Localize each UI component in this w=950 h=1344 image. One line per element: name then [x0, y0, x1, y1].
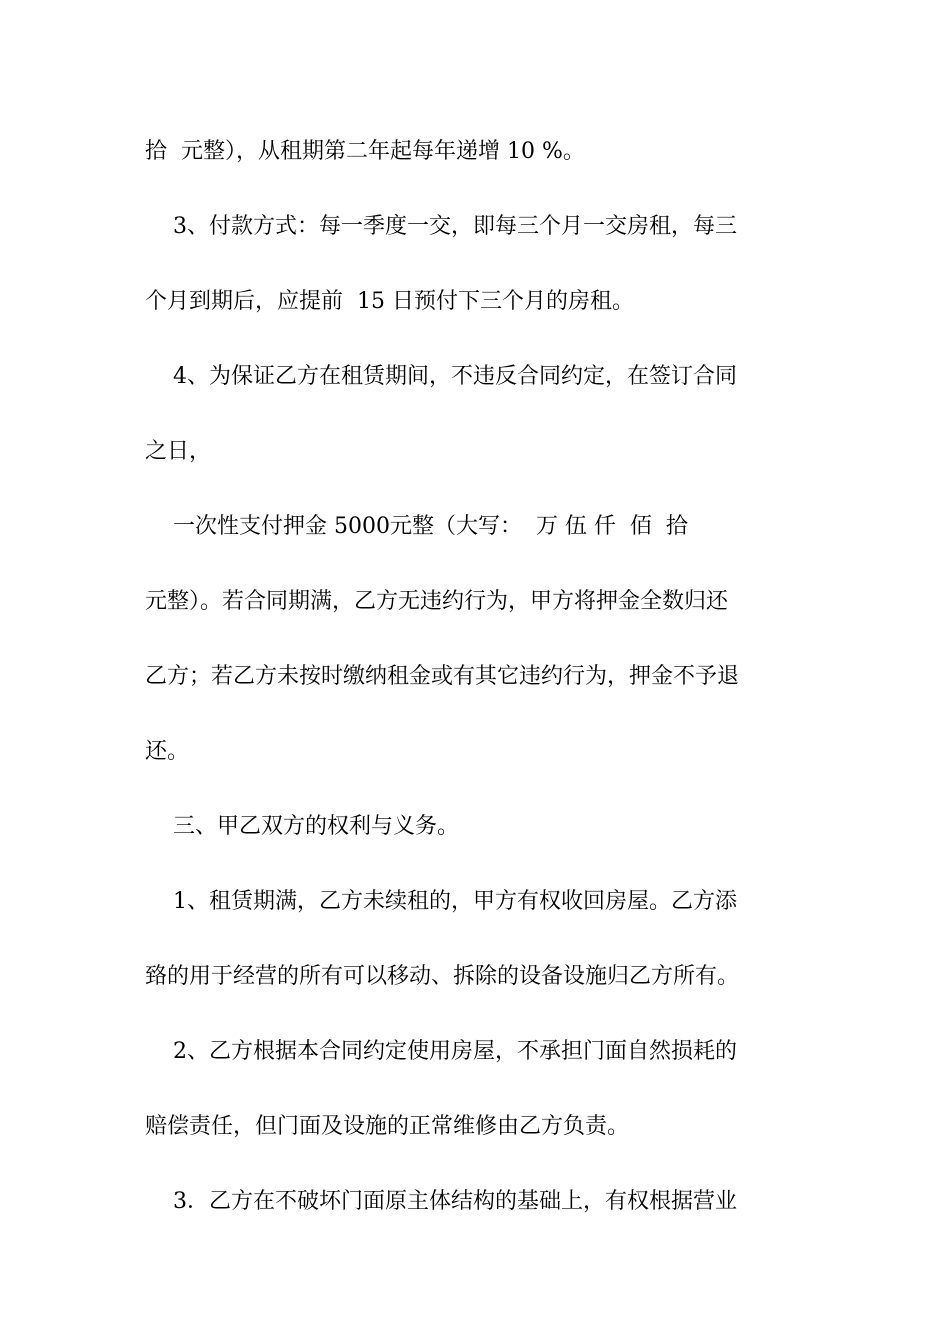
contract-line: 1、租赁期满，乙方未续租的，甲方有权收回房屋。乙方添	[145, 889, 737, 914]
contract-line: 拾 元整），从租期第二年起每年递增 10 %。	[145, 139, 585, 164]
contract-line: 一次性支付押金 5000元整（大写： 万 伍 仟 佰 拾	[145, 514, 688, 539]
contract-line: 3、付款方式：每一季度一交，即每三个月一交房租，每三	[145, 214, 737, 239]
contract-line: 3．乙方在不破坏门面原主体结构的基础上，有权根据营业	[145, 1189, 737, 1214]
contract-line: 2、乙方根据本合同约定使用房屋，不承担门面自然损耗的	[145, 1039, 737, 1064]
contract-line: 乙方；若乙方未按时缴纳租金或有其它违约行为，押金不予退	[145, 664, 740, 689]
contract-line: 臵的用于经营的所有可以移动、拆除的设备设施归乙方所有。	[145, 964, 740, 989]
contract-line: 元整）。若合同期满，乙方无违约行为，甲方将押金全数归还	[145, 589, 729, 614]
section-heading: 三、甲乙双方的权利与义务。	[145, 814, 459, 839]
contract-line: 还。	[145, 739, 190, 764]
contract-line: 赔偿责任，但门面及设施的正常维修由乙方负责。	[145, 1114, 630, 1139]
contract-line: 个月到期后，应提前 15 日预付下三个月的房租。	[145, 289, 634, 314]
contract-line: 之日，	[145, 439, 212, 464]
contract-line: 4、为保证乙方在租赁期间，不违反合同约定，在签订合同	[145, 364, 737, 389]
